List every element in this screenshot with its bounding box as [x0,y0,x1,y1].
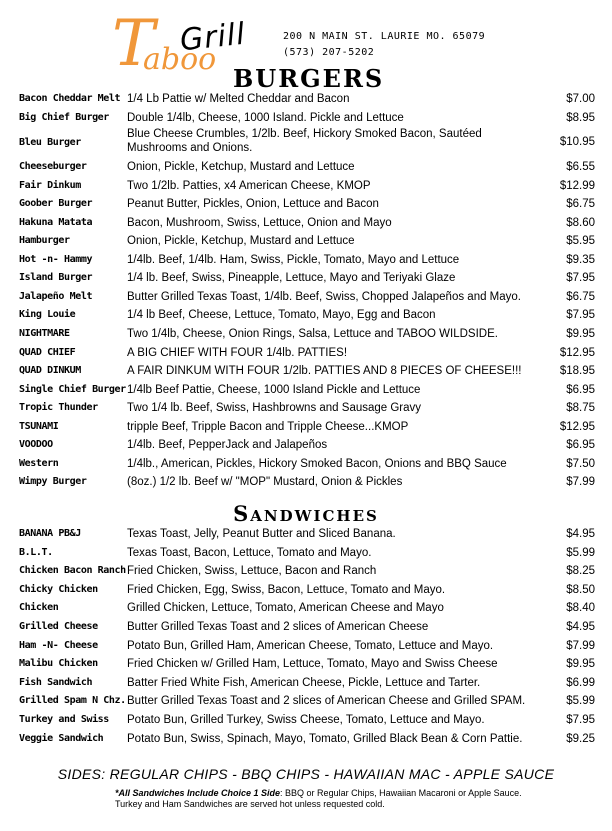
item-description: A BIG CHIEF WITH FOUR 1/4lb. PATTIES! [127,346,348,359]
item-price: $7.95 [566,272,595,285]
item-name: QUAD DINKUM [19,365,81,377]
menu-item-row [19,525,595,544]
item-description: Two 1/4 lb. Beef, Swiss, Hashbrowns and Sausage Gravy [127,402,422,415]
item-description: Fried Chicken, Swiss, Lettuce, Bacon and Ranch [127,565,377,578]
sandwiches-section-title: Sandwiches [233,501,379,526]
menu-item-row [19,362,595,381]
menu-item-row [19,655,595,674]
item-name: Fair Dinkum [19,179,81,191]
menu-item-row [19,730,595,749]
menu-item-row [19,418,595,437]
item-price: $4.95 [566,620,595,633]
item-name: Bleu Burger [19,137,81,149]
item-description: 1/4 lb. Beef, Swiss, Pineapple, Lettuce, Mayo and Teriyaki Glaze [127,272,456,285]
item-description: (8oz.) 1/2 lb. Beef w/ "MOP" Mustard, Onion & Pickles [127,476,403,489]
item-description: 1/4lb., American, Pickles, Hickory Smoked Bacon, Onions and BBQ Sauce [127,457,507,470]
item-price: $5.95 [566,235,595,248]
item-description: 1/4lb. Beef, 1/4lb. Ham, Swiss, Pickle, Tomato, Mayo and Lettuce [127,253,460,266]
menu-item-row [19,399,595,418]
item-price: $12.95 [559,346,595,359]
item-name: Fish Sandwich [19,676,93,688]
item-description: Potato Bun, Grilled Turkey, Swiss Cheese, Tomato, Lettuce and Mayo. [127,713,485,726]
item-price: $6.95 [566,439,595,452]
menu-item-row [19,214,595,233]
logo-text-aboo: aboo [143,42,217,77]
item-price: $9.95 [566,658,595,671]
item-name: Turkey and Swiss [19,713,109,725]
item-description: Butter Grilled Texas Toast and 2 slices of American Cheese [127,620,429,633]
item-name: Chicken Bacon Ranch [19,565,126,577]
item-description: Fried Chicken w/ Grilled Ham, Lettuce, Tomato, Mayo and Swiss Cheese [127,658,498,671]
item-description: Two 1/4lb, Cheese, Onion Rings, Salsa, Lettuce and TABOO WILDSIDE. [127,328,498,341]
item-price: $5.99 [566,695,595,708]
sandwiches-list [19,525,595,748]
menu-item-row [19,473,595,492]
item-price: $9.95 [566,328,595,341]
item-name: Western [19,457,59,469]
sides-footnote [115,788,545,810]
item-description: Grilled Chicken, Lettuce, Tomato, American Cheese and Mayo [127,602,444,615]
menu-item-row [19,544,595,563]
item-description: Batter Fried White Fish, American Cheese, Pickle, Lettuce and Tarter. [127,676,481,689]
item-name: Wimpy Burger [19,476,87,488]
item-price: $8.75 [566,402,595,415]
item-price: $6.99 [566,676,595,689]
sides-line: SIDES: REGULAR CHIPS - BBQ CHIPS - HAWAIIAN MAC - APPLE SAUCE [57,766,555,782]
item-name: Jalapeño Melt [19,290,93,302]
item-price: $7.99 [566,476,595,489]
item-price: $6.95 [566,383,595,396]
menu-item-row [19,711,595,730]
item-name: King Louie [19,309,76,321]
item-description: A FAIR DINKUM WITH FOUR 1/2lb. PATTIES AND 8 PIECES OF CHEESE!!! [127,365,522,378]
item-name: Grilled Spam N Chz. [19,695,126,707]
item-name: Chicky Chicken [19,583,98,595]
item-name: Hamburger [19,235,70,247]
menu-item-row [19,195,595,214]
item-name: QUAD CHIEF [19,346,76,358]
item-description: Butter Grilled Texas Toast and 2 slices of American Cheese and Grilled SPAM. [127,695,526,708]
menu-item-row [19,599,595,618]
menu-item-row [19,288,595,307]
footnote-body: : BBQ or Regular Chips, Hawaiian Macaroni or Apple Sauce. Turkey and Ham Sandwiches are served hot unless requested cold. [115,788,522,809]
menu-item-row [19,177,595,196]
menu-item-row [19,637,595,656]
item-price: $7.99 [566,639,595,652]
item-name: Malibu Chicken [19,658,98,670]
item-price: $7.50 [566,457,595,470]
item-name: Goober Burger [19,198,93,210]
item-description: Potato Bun, Swiss, Spinach, Mayo, Tomato, Grilled Black Bean & Corn Pattie. [127,732,523,745]
item-description: Double 1/4lb, Cheese, 1000 Island. Pickle and Lettuce [127,111,404,124]
menu-item-row [19,306,595,325]
item-name: Grilled Cheese [19,620,98,632]
item-description: Butter Grilled Texas Toast, 1/4lb. Beef, Swiss, Chopped Jalapeños and Mayo. [127,290,521,303]
item-name: Hakuna Matata [19,216,93,228]
item-price: $9.25 [566,732,595,745]
item-price: $6.55 [566,161,595,174]
item-name: Bacon Cheddar Melt [19,93,121,104]
menu-item-row [19,90,595,109]
item-description: Onion, Pickle, Ketchup, Mustard and Lettuce [127,235,355,248]
item-price: $5.99 [566,546,595,559]
menu-item-row [19,344,595,363]
item-description: Two 1/2lb. Patties, x4 American Cheese, KMOP [127,179,371,192]
menu-item-row [19,692,595,711]
item-price: $8.95 [566,111,595,124]
item-name: Single Chief Burger [19,383,126,395]
item-price: $7.00 [566,93,595,105]
menu-item-row [19,581,595,600]
item-description: Bacon, Mushroom, Swiss, Lettuce, Onion and Mayo [127,216,392,229]
item-price: $7.95 [566,713,595,726]
item-price: $8.60 [566,216,595,229]
item-name: Veggie Sandwich [19,732,104,744]
restaurant-phone: (573) 207-5202 [283,47,375,58]
item-price: $12.95 [559,420,595,433]
item-description: 1/4lb Beef Pattie, Cheese, 1000 Island Pickle and Lettuce [127,383,421,396]
burgers-list [19,90,595,492]
item-description: Potato Bun, Grilled Ham, American Cheese, Tomato, Lettuce and Mayo. [127,639,494,652]
restaurant-address: 200 N MAIN ST. LAURIE MO. 65079 [283,31,486,42]
item-name: NIGHTMARE [19,328,70,340]
item-description: Fried Chicken, Egg, Swiss, Bacon, Lettuce, Tomato and Mayo. [127,583,446,596]
item-price: $12.99 [559,179,595,192]
item-price: $6.75 [566,198,595,211]
menu-item-row [19,232,595,251]
footnote-lead: *All Sandwiches Include Choice 1 Side [115,788,281,798]
menu-item-row [19,109,595,128]
menu-item-row [19,251,595,270]
item-price: $7.95 [566,309,595,322]
item-description: 1/4lb. Beef, PepperJack and Jalapeños [127,439,328,452]
item-description: Peanut Butter, Pickles, Onion, Lettuce and Bacon [127,198,379,211]
item-name: VOODOO [19,439,53,451]
item-price: $8.50 [566,583,595,596]
item-price: $6.75 [566,290,595,303]
menu-item-row [19,127,595,158]
menu-item-row [19,158,595,177]
item-price: $4.95 [566,528,595,540]
item-name: Ham -N- Cheese [19,639,98,651]
item-price: $18.95 [559,365,595,378]
item-description: Onion, Pickle, Ketchup, Mustard and Lettuce [127,161,355,174]
item-name: Tropic Thunder [19,402,98,414]
item-description: Texas Toast, Bacon, Lettuce, Tomato and Mayo. [127,546,372,559]
item-description: Texas Toast, Jelly, Peanut Butter and Sliced Banana. [127,528,396,540]
item-name: Big Chief Burger [19,111,109,123]
item-price: $8.40 [566,602,595,615]
menu-item-row [19,618,595,637]
logo-letter-t: T [112,7,155,81]
menu-item-row [19,562,595,581]
item-name: Island Burger [19,272,93,284]
item-description: Blue Cheese Crumbles, 1/2lb. Beef, Hickory Smoked Bacon, Sautéed Mushrooms and Onions. [127,128,482,155]
item-name: BANANA PB&J [19,528,81,539]
menu-item-row [19,381,595,400]
item-description: tripple Beef, Tripple Bacon and Tripple Cheese...KMOP [127,420,409,433]
item-description: 1/4 lb Beef, Cheese, Lettuce, Tomato, Mayo, Egg and Bacon [127,309,436,322]
item-description: 1/4 Lb Pattie w/ Melted Cheddar and Bacon [127,93,350,105]
logo-text-grill: Grill [178,16,248,59]
menu-item-row [19,436,595,455]
item-name: TSUNAMI [19,420,59,432]
burgers-section-title: BURGERS [233,64,385,93]
item-price: $8.25 [566,565,595,578]
item-name: B.L.T. [19,546,53,558]
menu-item-row [19,325,595,344]
menu-item-row [19,674,595,693]
menu-item-row [19,455,595,474]
item-price: $10.95 [559,136,595,149]
item-name: Chicken [19,602,59,614]
item-price: $9.35 [566,253,595,266]
menu-item-row [19,269,595,288]
item-name: Cheeseburger [19,161,87,173]
item-name: Hot -n- Hammy [19,253,93,265]
